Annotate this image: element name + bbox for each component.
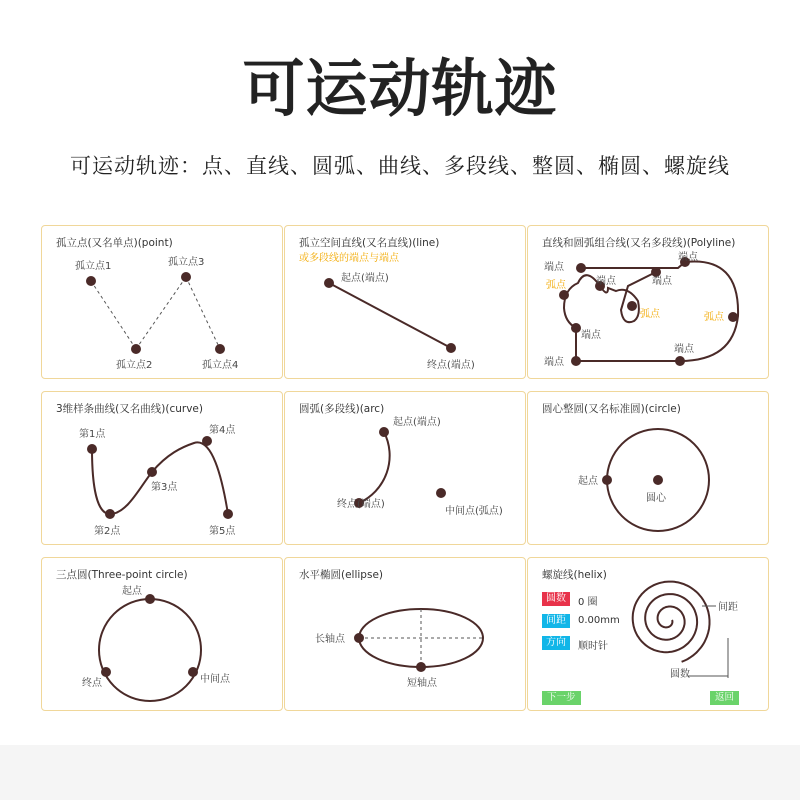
- long-axis-point: [354, 633, 364, 643]
- dashed-connector: [186, 277, 220, 349]
- page-title: 可运动轨迹: [242, 52, 558, 125]
- point-marker: [86, 276, 96, 286]
- curve-point: [87, 444, 97, 454]
- polyline-diagram: [528, 226, 770, 380]
- helix-diagram: [528, 558, 770, 712]
- endpoint-marker: [576, 263, 586, 273]
- curve-point-label: 第4点: [209, 425, 236, 436]
- card-ellipse: [284, 557, 526, 711]
- circle-start-point: [602, 475, 612, 485]
- arc-mid-point: [436, 488, 446, 498]
- back-button[interactable]: 返回: [710, 691, 739, 705]
- page-subtitle: 可运动轨迹：点、直线、圆弧、曲线、多段线、整圆、椭圆、螺旋线: [70, 154, 730, 178]
- card-title: 螺旋线(helix): [542, 569, 607, 581]
- card-title: 圆弧(多段线)(arc): [299, 403, 385, 415]
- card-arc: [284, 391, 526, 545]
- endpoint-label: 端点: [674, 344, 694, 355]
- arc-point-label: 弧点: [546, 280, 566, 291]
- endpoint-label: 端点: [544, 262, 564, 273]
- arc-point-label: 弧点: [704, 312, 724, 323]
- card-note: 或多段线的端点与端点: [299, 253, 399, 264]
- arc-point-label: 弧点: [640, 309, 660, 320]
- curve-point: [202, 436, 212, 446]
- arc-diagram: [285, 392, 527, 546]
- point-label: 孤立点2: [116, 360, 153, 371]
- start-label: 起点: [122, 586, 142, 597]
- circle-start-point: [145, 594, 155, 604]
- arc-start-point: [379, 427, 389, 437]
- spacing-label: 间距: [718, 602, 738, 613]
- endpoint-marker: [571, 356, 581, 366]
- arc-mid-label: 中间点(弧点): [445, 506, 503, 517]
- curve-point-label: 第2点: [94, 526, 121, 537]
- line-segment: [329, 283, 451, 348]
- endpoint-label: 端点: [544, 357, 564, 368]
- dashed-connector: [91, 281, 136, 349]
- card-circle: [527, 391, 769, 545]
- arc-point-marker: [627, 301, 637, 311]
- curve-diagram: [42, 392, 284, 546]
- point-label: 孤立点4: [202, 360, 239, 371]
- endpoint-label: 端点: [652, 276, 672, 287]
- arc-path: [359, 432, 390, 503]
- point-marker: [131, 344, 141, 354]
- helix-spiral-path: [633, 582, 710, 662]
- direction-value: 顺时针: [578, 641, 608, 652]
- bottom-band: [0, 745, 800, 800]
- card-title: 三点圆(Three-point circle): [56, 569, 188, 581]
- endpoint-marker: [675, 356, 685, 366]
- next-step-button[interactable]: 下一步: [542, 691, 581, 705]
- curve-point-label: 第5点: [209, 526, 236, 537]
- start-label: 起点(端点): [341, 273, 389, 284]
- card-helix: [527, 557, 769, 711]
- card-polyline: [527, 225, 769, 379]
- turns-value: 0 圈: [578, 597, 598, 608]
- circle-start-label: 起点: [578, 476, 598, 487]
- line-end-point: [446, 343, 456, 353]
- point-marker: [215, 344, 225, 354]
- endpoint-label: 端点: [581, 330, 601, 341]
- point-label: 孤立点3: [168, 257, 205, 268]
- curve-point-label: 第1点: [79, 429, 106, 440]
- short-axis-point: [416, 662, 426, 672]
- point-marker: [181, 272, 191, 282]
- dashed-connector: [136, 277, 186, 349]
- card-point: [41, 225, 283, 379]
- circle-path: [99, 599, 201, 701]
- mid-label: 中间点: [200, 674, 230, 685]
- endpoint-marker: [571, 323, 581, 333]
- three-point-circle-diagram: [42, 558, 284, 712]
- card-curve: [41, 391, 283, 545]
- card-title: 水平椭圆(ellipse): [299, 569, 383, 581]
- endpoint-label: 端点: [678, 252, 698, 263]
- point-diagram: [42, 226, 284, 380]
- curve-point: [105, 509, 115, 519]
- short-axis-label: 短轴点: [407, 678, 437, 689]
- point-label: 孤立点1: [75, 261, 112, 272]
- circle-mid-point: [188, 667, 198, 677]
- ellipse-diagram: [285, 558, 527, 712]
- card-three-point-circle: [41, 557, 283, 711]
- curve-point: [147, 467, 157, 477]
- card-title: 孤立空间直线(又名直线)(line): [299, 237, 440, 249]
- card-title: 孤立点(又名单点)(point): [56, 237, 173, 249]
- circle-end-point: [101, 667, 111, 677]
- turns-label: 圆数: [670, 669, 690, 680]
- card-title: 圆心整圆(又名标准圆)(circle): [542, 403, 681, 415]
- arc-point-marker: [559, 290, 569, 300]
- arc-start-label: 起点(端点): [393, 417, 441, 428]
- long-axis-label: 长轴点: [315, 634, 345, 645]
- turns-tag[interactable]: 圆数: [542, 592, 570, 606]
- circle-diagram: [528, 392, 770, 546]
- curve-point-label: 第3点: [151, 482, 178, 493]
- end-label: 终点(端点): [427, 360, 475, 371]
- direction-tag[interactable]: 方向: [542, 636, 570, 650]
- card-title: 直线和圆弧组合线(又名多段线)(Polyline): [542, 237, 736, 249]
- line-start-point: [324, 278, 334, 288]
- endpoint-label: 端点: [596, 276, 616, 287]
- spacing-value: 0.00mm: [578, 615, 620, 626]
- arc-end-label: 终点(端点): [337, 499, 385, 510]
- line-diagram: [285, 226, 527, 380]
- card-line: [284, 225, 526, 379]
- end-label: 终点: [82, 678, 102, 689]
- card-title: 3维样条曲线(又名曲线)(curve): [56, 403, 203, 415]
- arc-point-marker: [728, 312, 738, 322]
- circle-center-label: 圆心: [646, 493, 666, 504]
- spline-path: [92, 442, 228, 514]
- circle-center-point: [653, 475, 663, 485]
- spacing-tag[interactable]: 间距: [542, 614, 570, 628]
- curve-point: [223, 509, 233, 519]
